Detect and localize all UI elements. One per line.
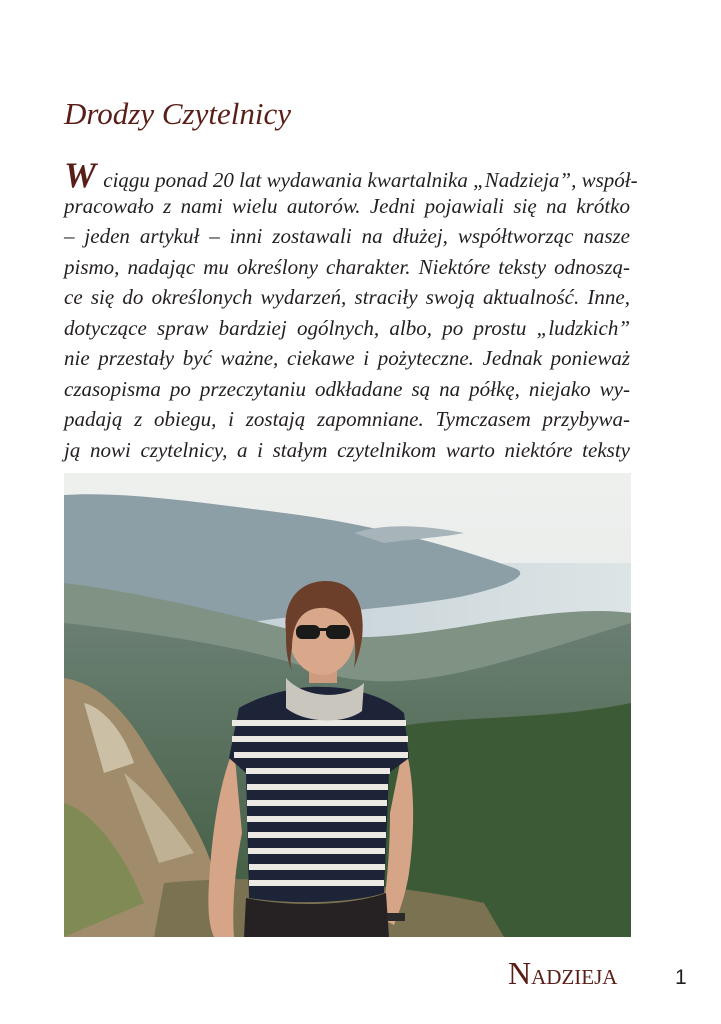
article-line: padają z obiegu, i zostają zapomniane. Tymczasem przybywa-	[64, 407, 630, 431]
page-number: 1	[675, 966, 687, 989]
article-line: pismo, nadając mu określony charakter. Niektóre teksty odnoszą-	[64, 254, 630, 279]
first-line-text: ciągu ponad 20 lat wydawania kwartalnika „Nadzieja”, współ-	[98, 168, 638, 192]
article-line: pracowało z nami wielu autorów. Jedni pojawiali się na krótko	[64, 193, 630, 218]
magazine-logo	[508, 955, 617, 992]
article-line	[64, 155, 638, 195]
article-line: – jeden artykuł – inni zostawali na dłużej, współtworząc nasze	[64, 224, 630, 248]
article-line: dotyczące spraw bardziej ogólnych, albo, po prostu „ludzkich”	[64, 315, 630, 340]
page-title: Drodzy Czytelnicy	[64, 96, 291, 131]
article-line: ce się do określonych wydarzeń, straciły swoją aktualność. Inne,	[64, 285, 630, 309]
article-body	[64, 155, 638, 465]
logo-rest: ADZIEJA	[531, 965, 618, 989]
author-photo	[64, 473, 631, 937]
article-line: ją nowi czytelnicy, a i stałym czytelnikom warto niektóre teksty	[64, 437, 630, 462]
drop-cap: W	[64, 155, 97, 195]
article-line: czasopisma po przeczytaniu odkładane są na półkę, niejako wy-	[64, 376, 630, 401]
article-line: nie przestały być ważne, ciekawe i pożyteczne. Jednak ponieważ	[64, 346, 630, 370]
logo-initial: N	[508, 955, 532, 991]
